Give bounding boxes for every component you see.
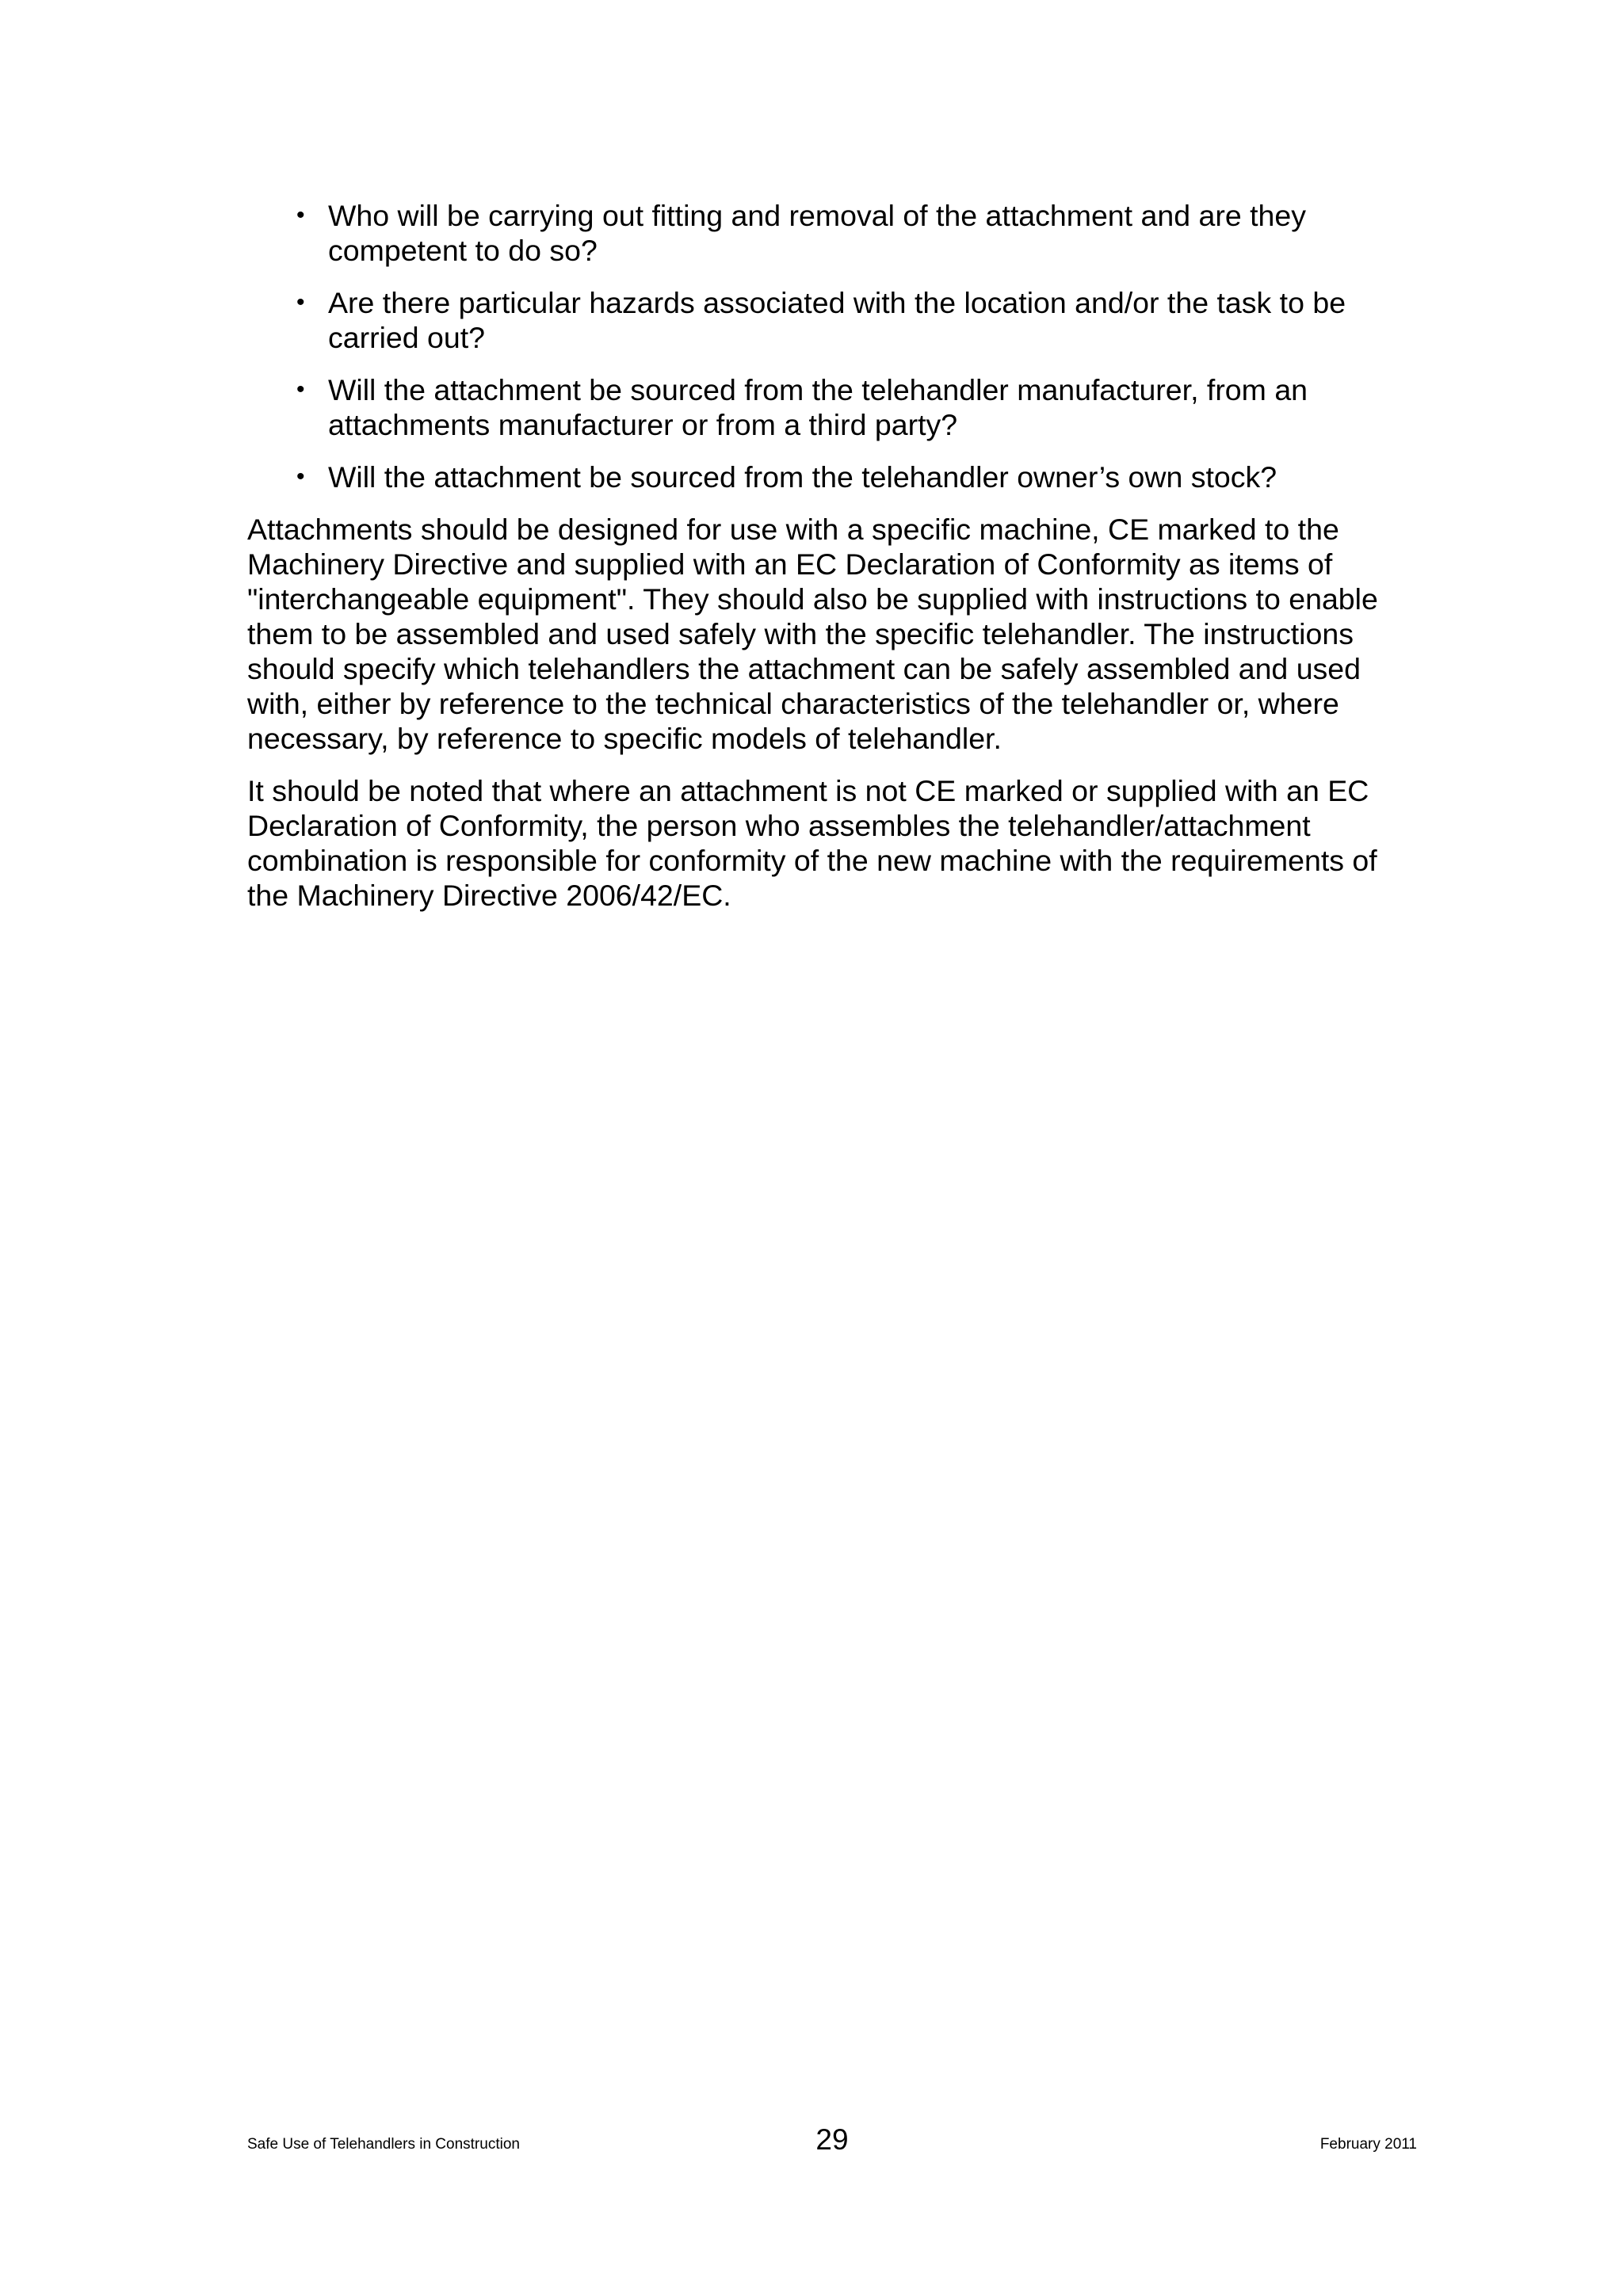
- document-body: [247, 198, 1412, 930]
- list-item-text: Who will be carrying out fitting and removal of the attachment and are they competent to do so?: [328, 199, 1306, 267]
- bullet-icon: •: [296, 289, 305, 315]
- list-item-text: Are there particular hazards associated with the location and/or the task to be carried out?: [328, 286, 1346, 354]
- bullet-icon: •: [296, 376, 305, 402]
- list-item: [247, 372, 1412, 442]
- page-number: 29: [815, 2123, 849, 2156]
- paragraph-conformity-note: It should be noted that where an attachment is not CE marked or supplied with an EC Declaration of Conformity, the person who assembles the telehandler/attachment combination is responsible for conformity of the new machine with the requirements of the Machinery Directive 2006/42/EC.: [247, 774, 1377, 912]
- bullet-icon: •: [296, 202, 305, 228]
- list-item: [247, 285, 1412, 355]
- footer-date: February 2011: [1319, 2136, 1417, 2153]
- list-item: [247, 198, 1412, 268]
- footer-document-title: Safe Use of Telehandlers in Construction: [247, 2136, 520, 2153]
- paragraph-attachments-design: Attachments should be designed for use with a specific machine, CE marked to the Machinery Directive and supplied with an EC Declaration of Conformity as items of "interchangeable equipment". They should also be supplied with instructions to enable them to be assembled and used safely with the specific telehandler. The instructions should specify which telehandlers the attachment can be safely assembled and used with, either by reference to the technical characteristics of the telehandler or, where necessary, by reference to specific models of telehandler.: [247, 513, 1378, 755]
- page-footer: [247, 2123, 1417, 2163]
- list-item: [247, 460, 1412, 494]
- list-item-text: Will the attachment be sourced from the telehandler manufacturer, from an attachments manufacturer or from a third party?: [328, 373, 1308, 441]
- question-list: [247, 198, 1412, 494]
- list-item-text: Will the attachment be sourced from the telehandler owner’s own stock?: [328, 460, 1277, 494]
- bullet-icon: •: [296, 463, 305, 490]
